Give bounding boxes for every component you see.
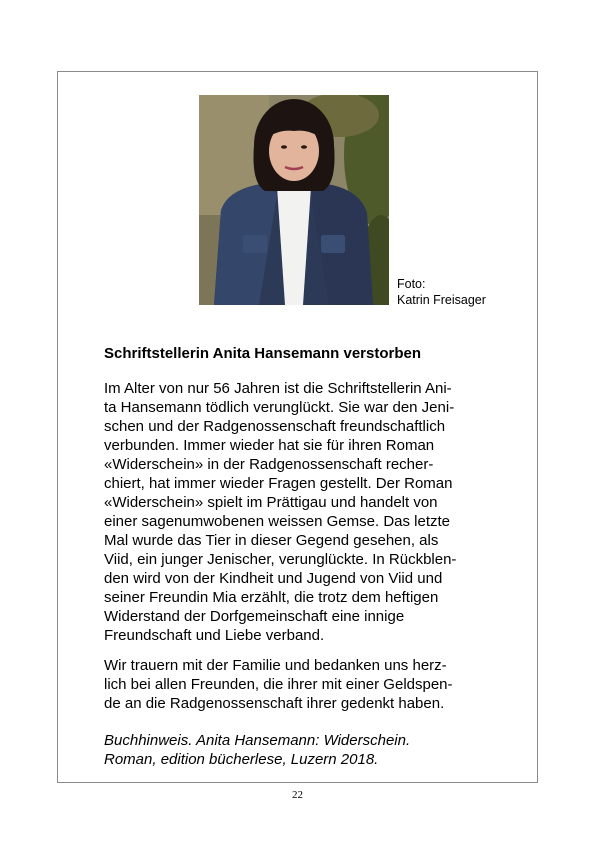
article-paragraph	[104, 379, 524, 645]
text-line: Widerstand der Dorfgemeinschaft eine innige	[104, 608, 405, 625]
photo-caption	[397, 276, 486, 308]
text-line: Mal wurde das Tier in dieser Gegend gesehen, als	[104, 532, 439, 549]
text-line: schen und der Radgenossenschaft freundschaftlich	[104, 418, 446, 435]
text-line: Wir trauern mit der Familie und bedanken uns herz-	[104, 657, 447, 674]
article-paragraph	[104, 656, 524, 713]
text-line: chiert, hat immer wieder Fragen gestellt. Der Roman	[104, 475, 453, 492]
text-line: Freundschaft und Liebe verband.	[104, 627, 325, 644]
text-line: verbunden. Immer wieder hat sie für ihren Roman	[104, 437, 435, 454]
caption-line: Foto:	[397, 277, 426, 291]
text-line: einer sagenumwobenen weissen Gemse. Das letzte	[104, 513, 451, 530]
text-line: «Widerschein» in der Radgenossenschaft recher-	[104, 456, 434, 473]
portrait-image	[199, 95, 389, 305]
text-line: «Widerschein» spielt im Prättigau und handelt von	[104, 494, 438, 511]
article-headline: Schriftstellerin Anita Hansemann verstorben	[104, 345, 422, 362]
text-line: Viid, ein junger Jenischer, verunglückte. In Rückblen-	[104, 551, 457, 568]
caption-line: Katrin Freisager	[397, 293, 486, 307]
text-line: Im Alter von nur 56 Jahren ist die Schriftstellerin Ani-	[104, 380, 452, 397]
text-line: ta Hansemann tödlich verunglückt. Sie war den Jeni-	[104, 399, 455, 416]
page-number: 22	[292, 789, 303, 801]
book-note	[104, 731, 524, 769]
text-line: Roman, edition bücherlese, Luzern 2018.	[104, 751, 379, 768]
author-photo	[199, 95, 389, 305]
text-line: seiner Freundin Mia erzählt, die trotz dem heftigen	[104, 589, 439, 606]
text-line: Buchhinweis. Anita Hansemann: Widerschein.	[104, 732, 411, 749]
text-line: lich bei allen Freunden, die ihrer mit einer Geldspen-	[104, 676, 453, 693]
text-line: den wird von der Kindheit und Jugend von Viid und	[104, 570, 443, 587]
text-line: de an die Radgenossenschaft ihrer gedenkt haben.	[104, 695, 445, 712]
